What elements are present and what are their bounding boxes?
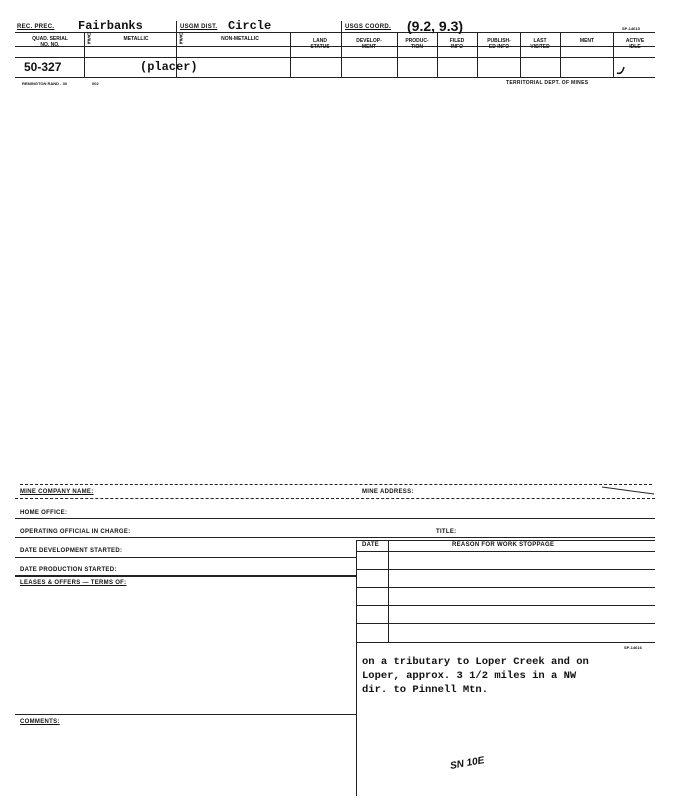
location-line: dir. to Pinnell Mtn.	[362, 684, 489, 696]
operating-official-label: OPERATING OFFICIAL IN CHARGE:	[20, 529, 131, 535]
usgm-dist-value: Circle	[228, 19, 272, 33]
rec-prec-label: REC. PREC.	[17, 24, 55, 30]
active-idle-mark	[614, 62, 630, 76]
footer-left: REMINGTON RAND - 30	[22, 81, 68, 86]
header-ment: MENT	[579, 38, 595, 44]
footer-right: TERRITORIAL DEPT. OF MINES	[506, 80, 589, 86]
handwritten-note: SN 10E	[449, 755, 486, 772]
header-published-info: PUBLISH- ED INFO	[487, 38, 511, 50]
rec-prec-value: Fairbanks	[78, 19, 143, 33]
home-office-label: HOME OFFICE:	[20, 510, 68, 516]
corner-stroke	[600, 484, 656, 496]
header-development: DEVELOP- MENT	[356, 38, 382, 50]
header-production: PRODUC- TION	[405, 38, 429, 50]
header-use-a: U S E	[87, 32, 91, 46]
header-active-idle: ACTIVE IDLE	[625, 38, 645, 50]
metallic-value: (placer)	[140, 60, 198, 74]
reason-column-header: REASON FOR WORK STOPPAGE	[452, 542, 555, 548]
header-metallic: METALLIC	[123, 36, 149, 42]
header-last-visited: LAST VISITED	[530, 38, 550, 50]
leases-offers-label: LEASES & OFFERS — TERMS OF:	[20, 580, 127, 586]
location-line: on a tributary to Loper Creek and on	[362, 656, 589, 668]
usgs-coord-value: (9.2, 9.3)	[407, 18, 464, 34]
date-development-started-label: DATE DEVELOPMENT STARTED:	[20, 548, 123, 554]
location-line: Loper, approx. 3 1/2 miles in a NW	[362, 670, 577, 682]
header-land-status: LAND STATUS	[310, 38, 330, 50]
footer-code: 002	[92, 81, 99, 86]
usgs-coord-label: USGS COORD.	[345, 24, 391, 30]
mine-address-label: MINE ADDRESS:	[362, 489, 414, 495]
date-column-header: DATE	[362, 542, 380, 548]
header-non-metallic: NON-METALLIC	[221, 36, 259, 42]
form-code-bottom: SP-14616	[624, 645, 642, 650]
form-code-top: SP-14615	[622, 26, 640, 31]
header-filed-info: FILED INFO	[449, 38, 465, 50]
mine-company-name-label: MINE COMPANY NAME:	[20, 489, 94, 495]
date-production-started-label: DATE PRODUCTION STARTED:	[20, 567, 117, 573]
usgm-dist-label: USGM DIST.	[180, 24, 218, 30]
header-use-b: U S E	[179, 32, 183, 46]
comments-label: COMMENTS:	[20, 719, 60, 725]
header-quad-serial: QUAD. SERIAL NO. NO.	[32, 36, 68, 48]
serial-value: 50-327	[24, 60, 62, 74]
title-label: TITLE:	[436, 529, 457, 535]
